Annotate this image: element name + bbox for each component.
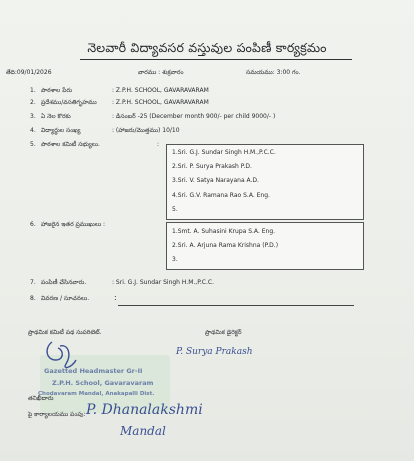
committee-member: 3.Sri. V. Satya Narayana A.D. bbox=[172, 177, 259, 184]
remarks-num: 8. bbox=[30, 295, 36, 302]
remarks-sep: : bbox=[114, 293, 117, 302]
committee-label: పాఠశాల కమిటీ సభ్యులు. bbox=[41, 141, 100, 148]
distributed-num: 7. bbox=[30, 279, 36, 286]
right-signature: P. Surya Prakash bbox=[176, 347, 253, 357]
others-member: 3. bbox=[172, 256, 178, 263]
stamp-line-1: Gazetted Headmaster Gr-II bbox=[44, 367, 143, 375]
time-text: సమయము: 3:00 గం. bbox=[246, 69, 301, 76]
stamp-line-3: Chodavaram Mandal, Anakapalli Dist. bbox=[38, 391, 155, 397]
field-3-value: : డిసంబర్ -25 (December month 900/- per child 9000/- ) bbox=[112, 113, 276, 120]
remarks-label: వివరణ / సూచనలు. bbox=[41, 295, 90, 302]
officer-signature: P. Dhanalakshmi bbox=[86, 402, 203, 418]
others-member: 2.Sri. A. Arjuna Rama Krishna (P.D.) bbox=[172, 242, 279, 249]
left-signature-label: ప్రాథమిక కమిటీ పథ సుపరిటెట్. bbox=[28, 329, 102, 336]
committee-sep: : bbox=[157, 141, 160, 148]
field-4-label: విద్యార్థుల సంఖ్య bbox=[41, 127, 81, 134]
others-num: 6. bbox=[30, 221, 36, 228]
others-member: 1.Smt. A. Suhasini Krupa S.A. Eng. bbox=[172, 228, 276, 235]
field-4-num: 4. bbox=[30, 127, 36, 134]
field-3-num: 3. bbox=[30, 113, 36, 120]
committee-member: 2.Sri. P. Surya Prakash P.D. bbox=[172, 163, 252, 170]
committee-member: 1.Sri. G.J. Sundar Singh H.M.,P.C.C. bbox=[172, 149, 276, 156]
field-2-label: ప్రదేశము/వసతిగృహము bbox=[41, 99, 97, 106]
field-2-num: 2. bbox=[30, 99, 36, 106]
document-title: నెలవారీ విద్యావసర వస్తువుల పంపిణీ కార్యక్రమం bbox=[87, 40, 327, 55]
day-text: వారము : శుక్రవారం bbox=[138, 69, 184, 76]
title-underline bbox=[80, 59, 352, 60]
committee-member: 4.Sri. G.V. Ramana Rao S.A. Eng. bbox=[172, 192, 270, 199]
others-label: హాజరైన ఇతర ప్రముఖులు : bbox=[41, 221, 106, 228]
field-3-label: ఏ నెల కొరకు bbox=[41, 113, 71, 120]
stamp-line-2: Z.P.H. School, Gavaravaram bbox=[52, 379, 154, 387]
field-4-value: : (హాజరు/మొత్తము) 10/10 bbox=[112, 127, 180, 134]
distributed-value: : Sri. G.J. Sundar Singh H.M.,P.C.C. bbox=[112, 279, 214, 286]
distributed-label: పంపిణీ చేసినవారు. bbox=[41, 279, 87, 286]
committee-member: 5. bbox=[172, 206, 178, 213]
remarks-line bbox=[118, 305, 354, 306]
committee-box bbox=[166, 144, 364, 220]
officer-signature-mandal: Mandal bbox=[120, 424, 166, 438]
field-1-num: 1. bbox=[30, 87, 36, 94]
field-1-label: పాఠశాల పేరు bbox=[41, 87, 73, 94]
field-1-value: : Z.P.H. SCHOOL, GAVARAVARAM bbox=[112, 87, 209, 94]
committee-num: 5. bbox=[30, 141, 36, 148]
field-2-value: : Z.P.H. SCHOOL, GAVARAVARAM bbox=[112, 99, 209, 106]
right-signature-label: ప్రాథమిక డైరెక్టర్ bbox=[205, 329, 242, 336]
verified-label: తనిఖీదారు bbox=[28, 395, 54, 402]
left-signature-scribble bbox=[42, 338, 82, 372]
officer-label: పై కార్యాలయము పంపు: bbox=[28, 411, 86, 418]
date-text: తేది:09/01/2026 bbox=[6, 69, 52, 76]
others-box bbox=[166, 222, 364, 270]
